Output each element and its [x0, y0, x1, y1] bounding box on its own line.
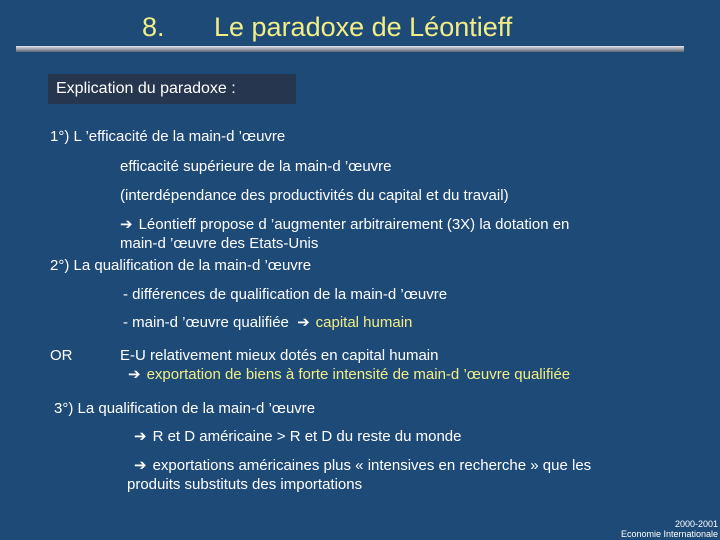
or-line-2: [128, 365, 570, 384]
section-2-line-1: - différences de qualification de la main-d ’œuvre: [123, 286, 448, 303]
footer-year: 2000-2001: [674, 519, 718, 529]
or-label: OR: [50, 347, 73, 364]
slide-title: Le paradoxe de Léontieff: [214, 12, 513, 42]
arrow-right-icon: ➔: [134, 457, 147, 474]
section-3-line-2: [134, 456, 591, 475]
section-3-line-2-cont: produits substituts des importations: [127, 476, 363, 493]
or-line-2-text: exportation de biens à forte intensité de main-d ’œuvre qualifiée: [146, 366, 571, 383]
section-1-line-2: (interdépendance des productivités du capital et du travail): [120, 187, 509, 204]
or-line-1: E-U relativement mieux dotés en capital humain: [120, 347, 439, 364]
arrow-right-icon: ➔: [120, 216, 133, 233]
section-3-line-2-text: exportations américaines plus « intensives en recherche » que les: [152, 457, 592, 474]
section-3-heading: 3°) La qualification de la main-d ’œuvre: [54, 400, 316, 417]
section-3-line-1: [134, 427, 461, 446]
section-3-line-1-text: R et D américaine > R et D du reste du monde: [152, 428, 462, 445]
section-2-line-2-text: - main-d ’œuvre qualifiée: [123, 314, 289, 331]
footer-course: Economie Internationale: [620, 529, 718, 539]
arrow-right-icon: ➔: [297, 314, 310, 331]
section-1-line-3-text: Léontieff propose d ’augmenter arbitrairement (3X) la dotation en: [138, 216, 570, 233]
capital-humain-highlight: capital humain: [315, 314, 413, 331]
arrow-right-icon: ➔: [128, 366, 141, 383]
section-2-heading: 2°) La qualification de la main-d ’œuvre: [50, 257, 312, 274]
section-1-line-3: [120, 215, 569, 234]
arrow-right-icon: ➔: [134, 428, 147, 445]
section-1-heading: 1°) L ’efficacité de la main-d ’œuvre: [50, 128, 286, 145]
footer: [621, 519, 718, 539]
title-underline: [16, 46, 684, 52]
section-2-line-2: [123, 313, 412, 332]
section-1-line-3-cont: main-d ’œuvre des Etats-Unis: [120, 235, 319, 252]
section-1-line-1: efficacité supérieure de la main-d ’œuvre: [120, 158, 392, 175]
slide-number: 8.: [142, 12, 165, 42]
explanation-box: Explication du paradoxe :: [48, 74, 296, 104]
